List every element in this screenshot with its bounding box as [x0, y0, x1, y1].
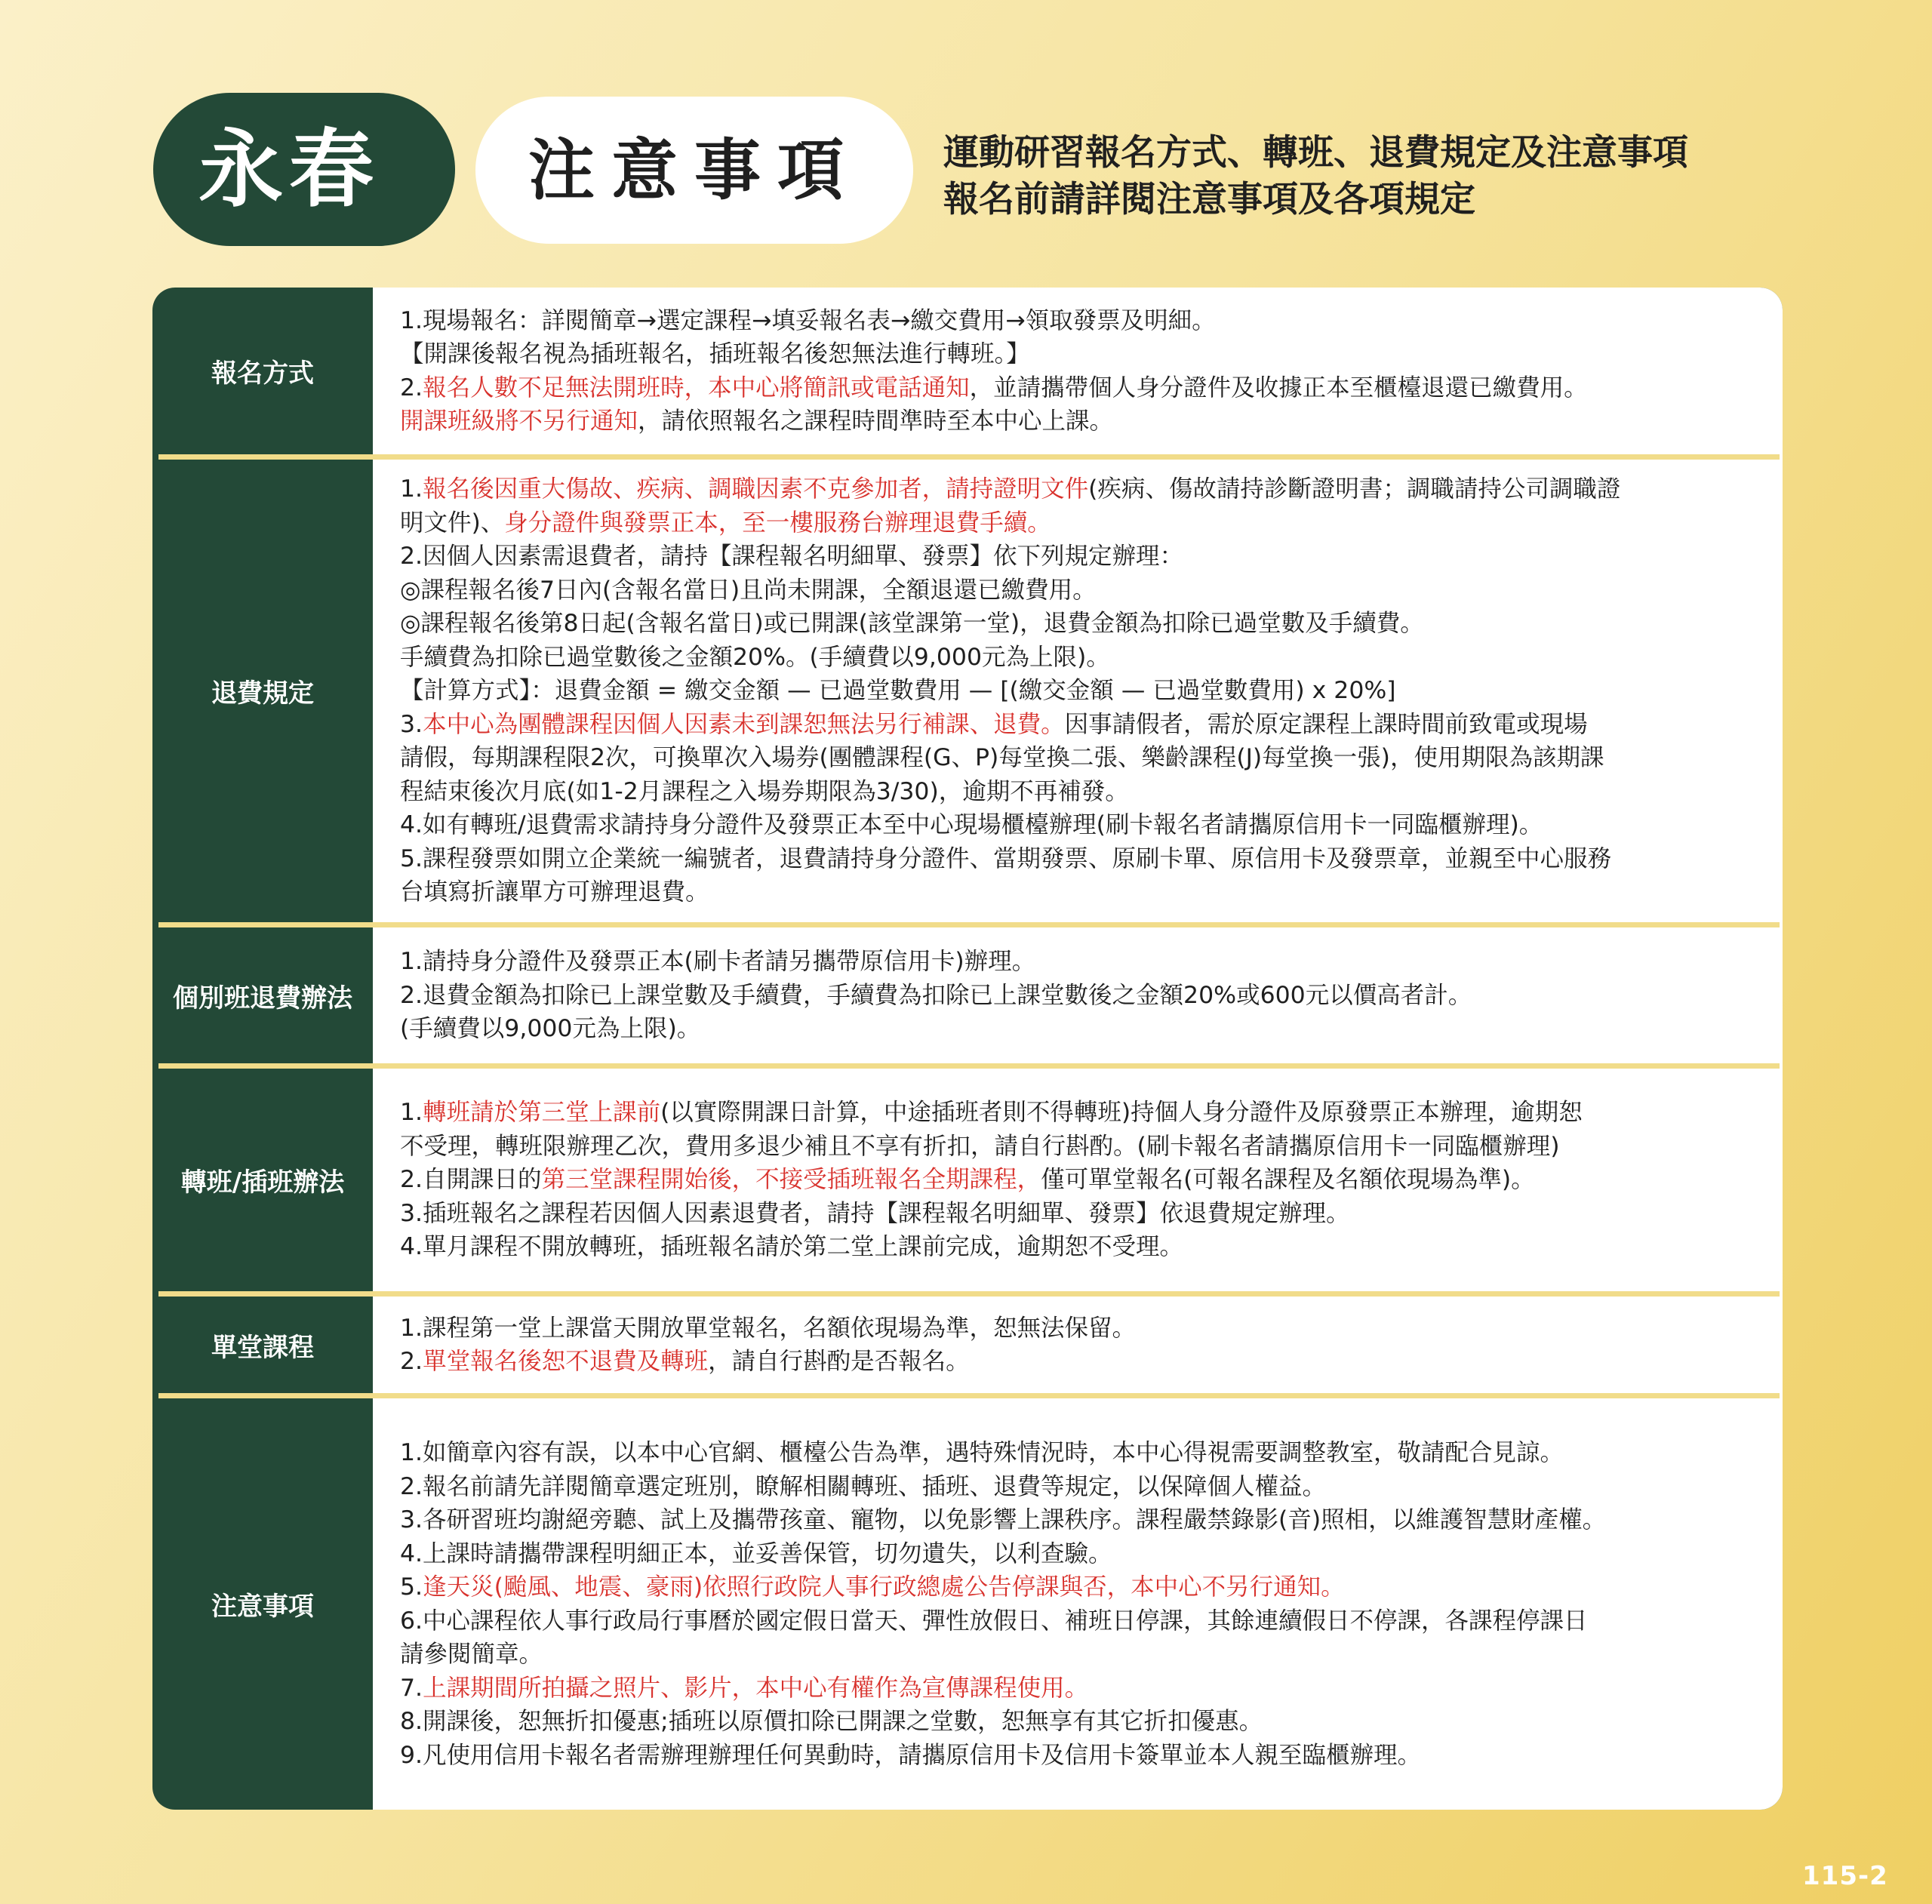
- rule-text: 4.上課時請攜帶課程明細正本，並妥善保管，切勿遺失，以利查驗。: [400, 1540, 1112, 1567]
- rule-text: 3.插班報名之課程若因個人因素退費者，請持【課程報名明細單、發票】依退費規定辦理。: [400, 1199, 1350, 1227]
- section-row: [152, 1398, 1783, 1810]
- section-row: [152, 1297, 1783, 1393]
- rule-text: 2.自開課日的: [400, 1166, 542, 1194]
- rule-text-highlight: 單堂報名後恕不退費及轉班: [423, 1348, 709, 1375]
- rules-panel: [152, 288, 1783, 1810]
- section-row: [152, 927, 1783, 1063]
- page-title: 注意事項: [528, 131, 860, 209]
- section-divider: [158, 1393, 1780, 1398]
- section-body: [400, 1398, 1758, 1810]
- rule-text: 1.: [400, 475, 423, 503]
- section-row: [152, 1069, 1783, 1291]
- rule-line: [400, 1130, 1758, 1164]
- subtitle-line: 報名前請詳閱注意事項及各項規定: [943, 179, 1475, 220]
- rule-text-highlight: 第三堂課程開始後，不接受插班報名全期課程，: [541, 1166, 1041, 1194]
- rule-line: [400, 304, 1758, 338]
- rule-line: [400, 1312, 1758, 1346]
- rule-line: [400, 1604, 1758, 1638]
- rule-line: [400, 708, 1758, 742]
- rule-text: 因事請假者，需於原定課程上課時間前致電或現場: [1064, 710, 1588, 738]
- rule-text: (疾病、傷故請持診斷證明書；調職請持公司調職證: [1088, 475, 1621, 503]
- rule-text: 台填寫折讓單方可辦理退費。: [400, 878, 709, 906]
- rule-line: [400, 1345, 1758, 1379]
- page-subtitle: [943, 130, 1688, 223]
- rule-text: 1.現場報名：詳閱簡章→選定課程→填妥報名表→繳交費用→領取發票及明細。: [400, 306, 1216, 334]
- section-row: [152, 288, 1783, 454]
- rule-line: [400, 641, 1758, 675]
- brand-name: 永春: [198, 120, 380, 219]
- rule-text: 【開課後報名視為插班報名，插班報名後恕無法進行轉班。】: [400, 340, 1030, 368]
- title-badge: [475, 97, 913, 244]
- rule-line: [400, 1705, 1758, 1739]
- rule-line: [400, 1739, 1758, 1773]
- rule-line: [400, 1096, 1758, 1130]
- rule-text: 2.報名前請先詳閱簡章選定班別，瞭解相關轉班、插班、退費等規定，以保障個人權益。: [400, 1472, 1327, 1500]
- rule-text: ，請自行斟酌是否報名。: [708, 1348, 970, 1375]
- rule-line: [400, 979, 1758, 1013]
- rule-text: 2.: [400, 1348, 423, 1375]
- section-body: [400, 927, 1758, 1063]
- rule-text: 明文件)、: [400, 509, 505, 537]
- rule-text: (手續費以9,000元為上限)。: [400, 1015, 701, 1043]
- section-label: 注意事項: [211, 1592, 314, 1622]
- rule-line: [400, 808, 1758, 842]
- rule-line: [400, 1163, 1758, 1197]
- rule-text: 8.開課後，恕無折扣優惠;插班以原價扣除已開課之堂數，恕無享有其它折扣優惠。: [400, 1708, 1263, 1735]
- rule-text: 2.退費金額為扣除已上課堂數及手續費，手續費為扣除已上課堂數後之金額20%或600元以價高者計。: [400, 981, 1472, 1009]
- rule-text: 僅可單堂報名(可報名課程及名額依現場為準)。: [1041, 1166, 1535, 1194]
- section-label: 轉班/插班辦法: [180, 1167, 345, 1198]
- rule-line: [400, 506, 1758, 540]
- rule-line: [400, 1470, 1758, 1504]
- rule-line: [400, 1672, 1758, 1706]
- rule-text-highlight: 上課期間所拍攝之照片、影片，本中心有權作為宣傳課程使用。: [423, 1674, 1089, 1702]
- rule-line: [400, 1197, 1758, 1231]
- rule-line: [400, 1537, 1758, 1571]
- section-body: [400, 1297, 1758, 1393]
- rule-text: 4.如有轉班/退費需求請持身分證件及發票正本至中心現場櫃檯辦理(刷卡報名者請攜原信用卡一同臨櫃辦理)。: [400, 811, 1543, 839]
- rule-text: 5.課程發票如開立企業統一編號者，退費請持身分證件、當期發票、原刷卡單、原信用卡及發票章，並親至中心服務: [400, 844, 1612, 872]
- rule-text: 1.: [400, 1099, 423, 1127]
- rule-line: [400, 1012, 1758, 1046]
- rule-text: 1.如簡章內容有誤，以本中心官網、櫃檯公告為準，遇特殊情況時，本中心得視需要調整教室，敬請配合見諒。: [400, 1439, 1564, 1466]
- rule-line: [400, 1638, 1758, 1672]
- rule-text: 7.: [400, 1674, 423, 1702]
- rule-line: [400, 607, 1758, 641]
- rule-line: [400, 404, 1758, 438]
- rule-line: [400, 875, 1758, 909]
- rule-line: [400, 945, 1758, 979]
- section-divider: [158, 922, 1780, 927]
- section-divider: [158, 1063, 1780, 1069]
- rule-line: [400, 1230, 1758, 1264]
- rule-line: [400, 674, 1758, 708]
- section-label: 單堂課程: [211, 1332, 314, 1363]
- rule-text: 請參閱簡章。: [400, 1641, 543, 1668]
- rule-text-highlight: 開課班級將不另行通知: [400, 408, 638, 435]
- rule-line: [400, 337, 1758, 371]
- rule-text: 【計算方式】：退費金額 = 繳交金額 — 已過堂數費用 — [(繳交金額 — 已過堂數費用) x 20%]: [400, 677, 1396, 705]
- rule-text-highlight: 身分證件與發票正本，至一樓服務台辦理退費手續。: [504, 509, 1051, 537]
- rule-text: 4.單月課程不開放轉班，插班報名請於第二堂上課前完成，逾期恕不受理。: [400, 1233, 1184, 1261]
- page-header: [0, 0, 1932, 272]
- rule-line: [400, 574, 1758, 607]
- rule-line: [400, 1570, 1758, 1604]
- section-label: 個別班退費辦法: [173, 983, 352, 1014]
- rule-text-highlight: 本中心為團體課程因個人因素未到課恕無法另行補課、退費。: [423, 710, 1065, 738]
- rule-text: 2.: [400, 374, 423, 401]
- section-body: [400, 288, 1758, 454]
- rule-line: [400, 775, 1758, 809]
- rule-text-highlight: 轉班請於第三堂上課前: [423, 1099, 661, 1127]
- brand-badge: [153, 93, 455, 246]
- rule-text: 不受理，轉班限辦理乙次，費用多退少補且不享有折扣，請自行斟酌。(刷卡報名者請攜原信用卡一同臨櫃辦理): [400, 1132, 1560, 1160]
- rule-text: ，並請攜帶個人身分證件及收據正本至櫃檯退還已繳費用。: [969, 374, 1588, 401]
- rule-text: 5.: [400, 1573, 423, 1601]
- section-label: 報名方式: [211, 358, 314, 389]
- rule-text: (以實際開課日計算，中途插班者則不得轉班)持個人身分證件及原發票正本辦理，逾期恕: [660, 1099, 1583, 1127]
- rule-text-highlight: 報名後因重大傷故、疾病、調職因素不克參加者，請持證明文件: [423, 475, 1089, 503]
- rule-text-highlight: 報名人數不足無法開班時，本中心將簡訊或電話通知: [423, 374, 970, 401]
- rule-line: [400, 472, 1758, 506]
- rule-text: 程結束後次月底(如1-2月課程之入場券期限為3/30)，逾期不再補發。: [400, 777, 1129, 805]
- rule-text: 請假，每期課程限2次，可換單次入場券(團體課程(G、P)每堂換二張、樂齡課程(J)每堂換一張)，使用期限為該期課: [400, 744, 1604, 772]
- rule-text: 3.: [400, 710, 423, 738]
- rule-text: 9.凡使用信用卡報名者需辦理辦理任何異動時，請攜原信用卡及信用卡簽單並本人親至臨櫃辦理。: [400, 1741, 1422, 1769]
- rule-text: 3.各研習班均謝絕旁聽、試上及攜帶孩童、寵物，以免影響上課秩序。課程嚴禁錄影(音)照相，以維護智慧財產權。: [400, 1506, 1607, 1533]
- rule-line: [400, 1436, 1758, 1470]
- section-body: [400, 1069, 1758, 1291]
- rule-text: 1.請持身分證件及發票正本(刷卡者請另攜帶原信用卡)辦理。: [400, 948, 1036, 976]
- rule-text: ◎課程報名後第8日起(含報名當日)或已開課(該堂課第一堂)，退費金額為扣除已過堂數及手續費。: [400, 610, 1424, 638]
- rule-text: ◎課程報名後7日內(含報名當日)且尚未開課，全額退還已繳費用。: [400, 576, 1097, 604]
- section-divider: [158, 454, 1780, 460]
- rule-line: [400, 371, 1758, 405]
- section-label: 退費規定: [211, 678, 314, 709]
- page-number: 115-2: [1802, 1861, 1888, 1891]
- rule-text: 手續費為扣除已過堂數後之金額20%。(手續費以9,000元為上限)。: [400, 643, 1110, 671]
- rule-text: 2.因個人因素需退費者，請持【課程報名明細單、發票】依下列規定辦理：: [400, 543, 1184, 571]
- section-row: [152, 460, 1783, 922]
- rule-text: 6.中心課程依人事行政局行事曆於國定假日當天、彈性放假日、補班日停課，其餘連續假日不停課，各課程停課日: [400, 1607, 1588, 1635]
- rule-line: [400, 540, 1758, 574]
- rule-line: [400, 741, 1758, 775]
- subtitle-line: 運動研習報名方式、轉班、退費規定及注意事項: [943, 132, 1688, 174]
- rule-line: [400, 842, 1758, 876]
- section-body: [400, 460, 1758, 922]
- section-divider: [158, 1291, 1780, 1297]
- rule-text-highlight: 逢天災(颱風、地震、豪雨)依照行政院人事行政總處公告停課與否，本中心不另行通知。: [423, 1573, 1345, 1601]
- rule-text: 1.課程第一堂上課當天開放單堂報名，名額依現場為準，恕無法保留。: [400, 1314, 1137, 1342]
- rule-text: ，請依照報名之課程時間準時至本中心上課。: [638, 408, 1114, 435]
- rule-line: [400, 1503, 1758, 1537]
